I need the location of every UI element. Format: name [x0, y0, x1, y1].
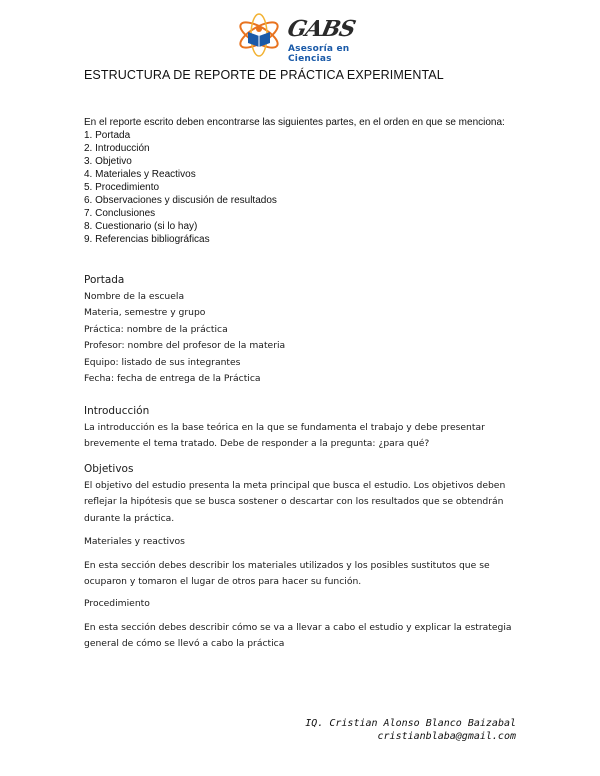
author-email: cristianblaba@gmail.com	[377, 731, 516, 742]
toc-item: 2. Introducción	[84, 143, 150, 154]
portada-line: Nombre de la escuela	[84, 290, 185, 302]
toc-item: 9. Referencias bibliográficas	[84, 234, 210, 245]
toc-item: 1. Portada	[84, 130, 131, 141]
logo-subtitle: Asesoría en Ciencias	[288, 44, 350, 64]
portada-line: Materia, semestre y grupo	[84, 307, 206, 318]
toc-item: 5. Procedimiento	[84, 182, 160, 193]
paragraph-line: general de cómo se llevó a cabo la práctica	[84, 638, 285, 649]
section-objetivos	[84, 461, 514, 527]
paragraph-line: reflejar la hipótesis que se busca sostener o descartar con los resultados que se obtendrán	[84, 496, 504, 507]
logo-script: GABS	[285, 16, 358, 42]
portada-lines	[84, 289, 285, 388]
page-title: ESTRUCTURA DE REPORTE DE PRÁCTICA EXPERIMENTAL	[84, 68, 444, 82]
section-heading: Objetivos	[84, 463, 134, 475]
section-heading: Materiales y reactivos	[84, 536, 185, 547]
paragraph-line: El objetivo del estudio presenta la meta principal que busca el estudio. Los objetivos deben	[84, 479, 506, 491]
paragraph-line: En esta sección debes describir cómo se va a llevar a cabo el estudio y explicar la estrategia	[84, 621, 512, 633]
paragraph-line: En esta sección debes describir los materiales utilizados y los posibles sustitutos que se	[84, 559, 490, 571]
toc-item: 6. Observaciones y discusión de resultados	[84, 195, 277, 206]
section-portada	[84, 272, 285, 388]
signature-block	[305, 717, 516, 743]
toc-item: 4. Materiales y Reactivos	[84, 169, 196, 180]
section-introduccion	[84, 403, 514, 453]
author-name: IQ. Cristian Alonso Blanco Baizabal	[305, 718, 516, 729]
intro-block	[84, 116, 505, 246]
paragraph-line: brevemente el tema tratado. Debe de responder a la pregunta: ¿para qué?	[84, 438, 430, 449]
section-heading: Procedimiento	[84, 598, 150, 609]
paragraph-line: La introducción es la base teórica en la que se fundamenta el trabajo y debe presentar	[84, 421, 485, 433]
toc-item: 8. Cuestionario (si lo hay)	[84, 221, 198, 232]
toc-item: 7. Conclusiones	[84, 208, 156, 219]
portada-line: Equipo: listado de sus integrantes	[84, 356, 241, 368]
portada-line: Práctica: nombre de la práctica	[84, 323, 228, 335]
section-heading: Introducción	[84, 405, 150, 417]
logo	[236, 12, 376, 64]
portada-line: Fecha: fecha de entrega de la Práctica	[84, 373, 261, 384]
section-materiales	[84, 534, 514, 591]
atom-book-icon	[236, 12, 282, 58]
section-heading: Portada	[84, 274, 125, 286]
intro-text: En el reporte escrito deben encontrarse las siguientes partes, en el orden en que se menciona:	[84, 117, 505, 128]
portada-line: Profesor: nombre del profesor de la materia	[84, 340, 286, 351]
toc-list	[84, 129, 505, 246]
paragraph-line: durante la práctica.	[84, 512, 175, 524]
section-procedimiento	[84, 596, 514, 653]
toc-item: 3. Objetivo	[84, 156, 132, 167]
paragraph-line: ocuparon y tomaron el lugar de otros para hacer su función.	[84, 576, 362, 587]
